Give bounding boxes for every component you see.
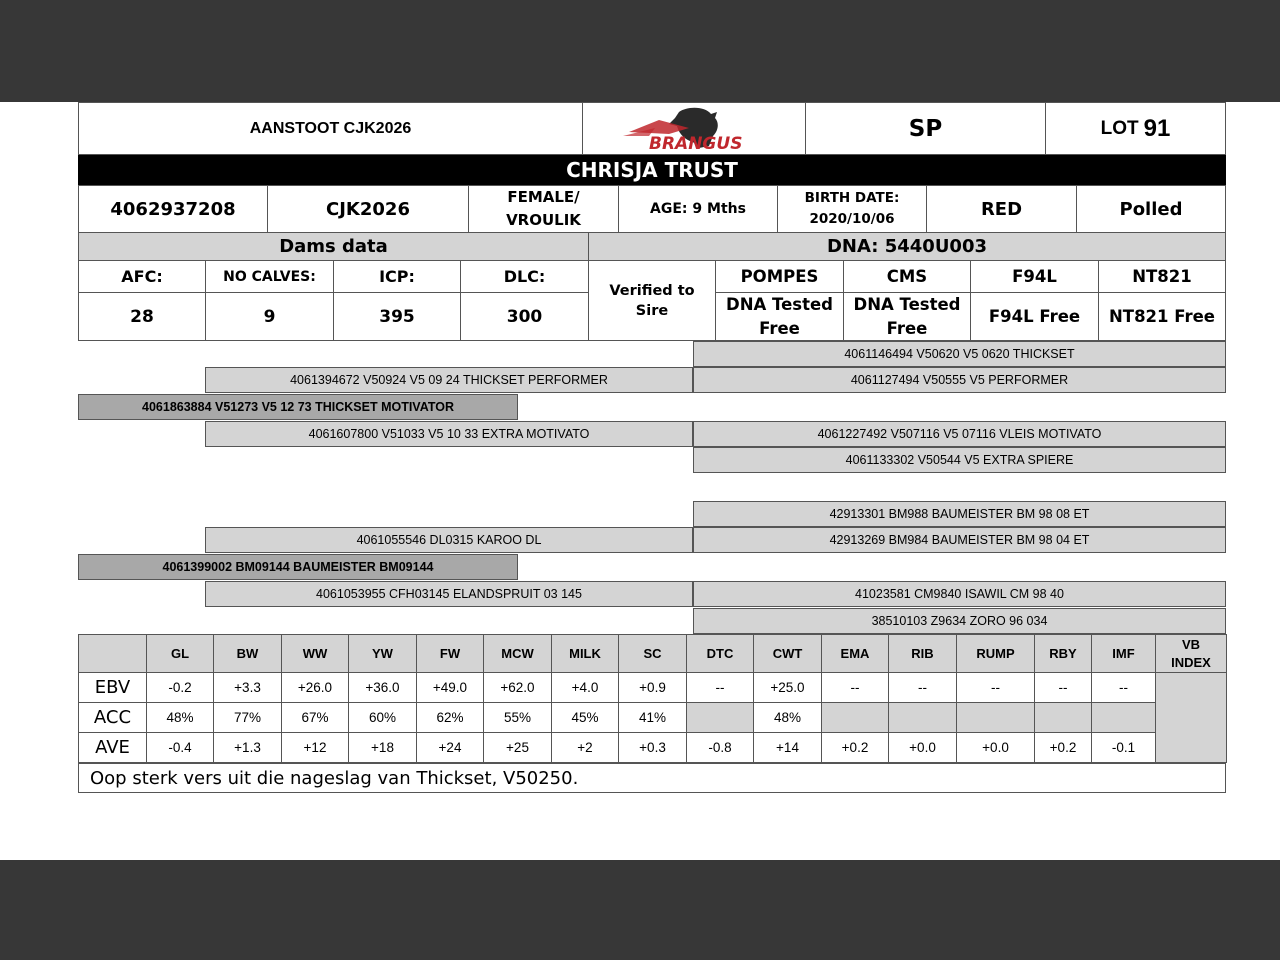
ebv-col-rump: RUMP [957,635,1035,673]
ebv-row-acc [79,703,1227,733]
verified-line2: Sire [635,302,669,319]
ebv-col-fw: FW [417,635,484,673]
pedigree-sdd [693,447,1226,473]
ebv-col-rby: RBY [1035,635,1092,673]
ebv-col-rib: RIB [889,635,957,673]
pedigree-text: 4061133302 V50544 V5 EXTRA SPIERE [845,453,1074,467]
ebv-cell: -- [889,673,957,703]
pedigree-dds [693,581,1226,607]
pedigree-text: 38510103 Z9634 ZORO 96 034 [871,614,1048,628]
animal-id-text: 4062937208 [110,198,236,220]
dams-title [78,232,589,261]
ebv-cell: -- [1092,673,1156,703]
birth-date-value: 2020/10/06 [809,211,895,227]
ebv-cell [687,703,754,733]
vb-line2: INDEX [1171,654,1211,670]
dna-result-line: F94L Free [988,307,1081,326]
ebv-cell: -- [687,673,754,703]
ebv-cell [957,703,1035,733]
dna-result-line: DNA Tested [853,294,961,314]
animal-color [926,185,1077,233]
dams-header-calves [205,260,334,293]
pedigree-text: 4061607800 V51033 V5 10 33 EXTRA MOTIVATO [308,427,590,441]
ebv-header-row [79,635,1227,673]
pedigree-text: 4061399002 BM09144 BAUMEISTER BM09144 [162,560,434,574]
ebv-cell: +0.2 [822,733,889,763]
dna-result-cms [843,292,971,341]
dna-result-f94l [970,292,1099,341]
pedigree-sire [78,394,518,420]
ebv-col-vb-index [1156,635,1227,673]
pedigree-text: 4061053955 CFH03145 ELANDSPRUIT 03 145 [316,587,582,601]
ebv-cell: +49.0 [417,673,484,703]
ebv-col-mcw: MCW [484,635,552,673]
dams-value-calves [205,292,334,341]
ebv-cell: +62.0 [484,673,552,703]
ebv-cell: +24 [417,733,484,763]
pedigree-text: 42913269 BM984 BAUMEISTER BM 98 04 ET [829,533,1090,547]
ebv-cell: +0.2 [1035,733,1092,763]
pedigree-sire-sire [205,367,693,393]
dams-header-afc [78,260,206,293]
ebv-cell: +12 [282,733,349,763]
dna-title-text: DNA: 5440U003 [826,236,988,257]
ebv-col-sc: SC [619,635,687,673]
ebv-cell: +3.3 [214,673,282,703]
ebv-row-ebv [79,673,1227,703]
pedigree-sire-dam [205,421,693,447]
dams-header-dlc [460,260,589,293]
dna-header-text: CMS [886,267,928,286]
pedigree-text: 4061127494 V50555 V5 PERFORMER [850,373,1069,387]
animal-code [267,185,469,233]
comment [78,763,1226,793]
dams-value-text: 395 [379,306,415,327]
pedigree-dss [693,501,1226,527]
ebv-cell: -- [1035,673,1092,703]
ebv-cell: +0.0 [957,733,1035,763]
pedigree-dam [78,554,518,580]
ebv-cell: +36.0 [349,673,417,703]
dams-value-text: 9 [263,306,276,327]
ebv-cell: +0.0 [889,733,957,763]
ebv-col-dtc: DTC [687,635,754,673]
breeder-code-text: AANSTOOT CJK2026 [249,119,412,137]
ebv-cell: 45% [552,703,619,733]
ebv-col-yw: YW [349,635,417,673]
dams-header-text: AFC: [121,267,163,286]
ebv-cell [889,703,957,733]
dams-header-text: DLC: [503,267,546,286]
ebv-cell: 67% [282,703,349,733]
ebv-cell: 48% [754,703,822,733]
ebv-row-label: AVE [79,733,147,763]
animal-horn-text: Polled [1119,198,1183,220]
ebv-cell: 60% [349,703,417,733]
dams-header-text: NO CALVES: [223,268,316,285]
dna-verified [588,260,716,341]
dna-result-line: DNA Tested [726,294,833,314]
lot-number: 91 [1143,114,1171,142]
ebv-cell: 62% [417,703,484,733]
ebv-cell: 77% [214,703,282,733]
dams-header-text: ICP: [379,267,415,286]
ebv-col-milk: MILK [552,635,619,673]
dna-result-line: Free [886,318,928,338]
animal-sex [468,185,619,233]
ebv-col-bw: BW [214,635,282,673]
ebv-corner [79,635,147,673]
ebv-cell: -0.2 [147,673,214,703]
ebv-cell: +0.9 [619,673,687,703]
ebv-cell: 48% [147,703,214,733]
ebv-table [78,634,1227,763]
pedigree-text: 4061146494 V50620 V5 0620 THICKSET [844,347,1075,361]
ebv-row-label: ACC [79,703,147,733]
pedigree-text: 4061055546 DL0315 KAROO DL [356,533,542,547]
owner-band [78,155,1226,185]
animal-horn [1076,185,1226,233]
dna-result-line: Free [759,318,800,338]
class-text: SP [908,115,943,142]
animal-code-text: CJK2026 [326,198,410,220]
ebv-cell: +25 [484,733,552,763]
birth-label: BIRTH DATE: [804,190,900,206]
dna-header-text: POMPES [740,267,819,286]
pedigree-dam-sire [205,527,693,553]
ebv-cell: -- [822,673,889,703]
ebv-row-label: EBV [79,673,147,703]
animal-age [618,185,778,233]
dna-header-text: F94L [1012,267,1057,286]
ebv-cell: +1.3 [214,733,282,763]
pedigree-text: 4061863884 V51273 V5 12 73 THICKSET MOTIVATOR [142,400,454,414]
dams-value-dlc [460,292,589,341]
pedigree-ssd [693,367,1226,393]
ebv-cell: +2 [552,733,619,763]
lot-box [1045,102,1226,155]
ebv-col-ww: WW [282,635,349,673]
bottom-letterbox [0,860,1280,960]
brangus-logo [582,102,806,155]
vb-line1: VB [1181,636,1201,652]
dna-title [588,232,1226,261]
dna-header-pompes [715,260,844,293]
bull-head-icon [619,106,769,152]
pedigree-dam-dam [205,581,693,607]
dna-result-nt821 [1098,292,1226,341]
dna-header-text: NT821 [1132,267,1192,286]
ebv-cell: +25.0 [754,673,822,703]
ebv-cell [1092,703,1156,733]
dna-result-pompes [715,292,844,341]
ebv-col-ema: EMA [822,635,889,673]
pedigree-text: 4061227492 V507116 V5 07116 VLEIS MOTIVATO [817,427,1102,441]
ebv-row-ave [79,733,1227,763]
class-box [805,102,1046,155]
vb-index-value [1156,673,1227,763]
dna-header-cms [843,260,971,293]
ebv-cell: 55% [484,703,552,733]
ebv-cell: -0.1 [1092,733,1156,763]
ebv-cell: +0.3 [619,733,687,763]
ebv-cell [1035,703,1092,733]
dna-header-f94l [970,260,1099,293]
dams-value-icp [333,292,461,341]
pedigree-text: 41023581 CM9840 ISAWIL CM 98 40 [855,587,1064,601]
lot-label: LOT [1100,117,1139,139]
dams-value-text: 28 [130,306,154,327]
ebv-cell: +26.0 [282,673,349,703]
dna-header-nt821 [1098,260,1226,293]
pedigree-sds [693,421,1226,447]
dams-header-icp [333,260,461,293]
ebv-cell: -0.8 [687,733,754,763]
dams-title-text: Dams data [279,236,388,257]
animal-age-text: AGE: 9 Mths [650,201,746,217]
ebv-col-cwt: CWT [754,635,822,673]
top-letterbox [0,0,1280,102]
dams-value-afc [78,292,206,341]
ebv-cell: 41% [619,703,687,733]
verified-line1: Verified to [609,282,695,299]
dams-value-text: 300 [506,306,543,327]
ebv-col-imf: IMF [1092,635,1156,673]
animal-id [78,185,268,233]
ebv-cell: +14 [754,733,822,763]
birth-date [777,185,927,233]
ebv-cell: +18 [349,733,417,763]
pedigree-ddd [693,608,1226,634]
pedigree-text: 4061394672 V50924 V5 09 24 THICKSET PERFORMER [290,373,608,387]
sex-line1: FEMALE/ [507,188,580,206]
comment-text: Oop sterk vers uit die nageslag van Thickset, V50250. [90,767,579,789]
pedigree-dsd [693,527,1226,553]
pedigree-sss [693,341,1226,367]
ebv-cell: -0.4 [147,733,214,763]
animal-color-text: RED [980,198,1023,220]
dna-result-line: NT821 Free [1109,307,1215,326]
logo-text: BRANGUS [649,133,743,152]
ebv-cell: +4.0 [552,673,619,703]
pedigree-text: 42913301 BM988 BAUMEISTER BM 98 08 ET [829,507,1090,521]
sex-line2: VROULIK [506,211,581,229]
owner-name: CHRISJA TRUST [566,158,738,182]
breeder-code [78,102,583,155]
ebv-cell: -- [957,673,1035,703]
ebv-col-gl: GL [147,635,214,673]
ebv-cell [822,703,889,733]
